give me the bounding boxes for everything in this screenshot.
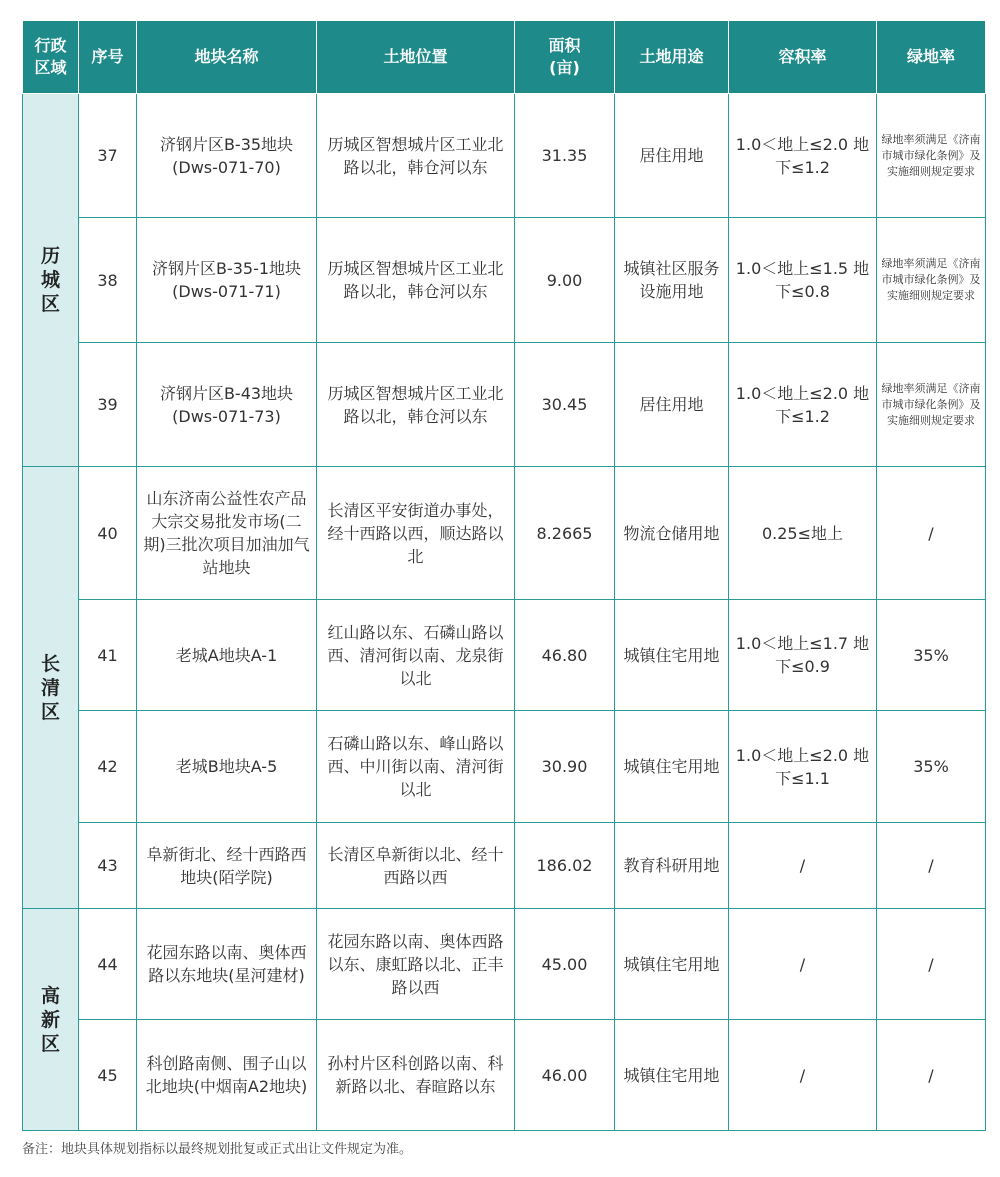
cell-use: 城镇住宅用地 — [615, 600, 729, 711]
cell-far: 1.0＜地上≤1.7 地下≤0.9 — [729, 600, 877, 711]
cell-use: 居住用地 — [615, 94, 729, 218]
cell-use: 城镇社区服务设施用地 — [615, 218, 729, 343]
table-row — [23, 1020, 986, 1131]
cell-green: 绿地率须满足《济南市城市绿化条例》及实施细则规定要求 — [877, 218, 986, 343]
table-row — [23, 343, 986, 467]
header-far: 容积率 — [729, 21, 877, 94]
cell-area: 46.80 — [515, 600, 615, 711]
cell-no: 41 — [79, 600, 137, 711]
header-area: 面积(亩) — [515, 21, 615, 94]
cell-green: 35% — [877, 600, 986, 711]
cell-use: 城镇住宅用地 — [615, 909, 729, 1020]
cell-area: 9.00 — [515, 218, 615, 343]
cell-green: / — [877, 467, 986, 600]
cell-location: 石磷山路以东、峰山路以西、中川街以南、清河街以北 — [317, 711, 515, 823]
header-no: 序号 — [79, 21, 137, 94]
district-cell-gaoxin: 高新区 — [23, 909, 79, 1131]
cell-no: 42 — [79, 711, 137, 823]
table-row — [23, 711, 986, 823]
land-parcel-table — [22, 20, 986, 1131]
header-location: 土地位置 — [317, 21, 515, 94]
cell-green: 35% — [877, 711, 986, 823]
table-row — [23, 600, 986, 711]
table-header-row — [23, 21, 986, 94]
cell-location: 长清区平安街道办事处，经十西路以西，顺达路以北 — [317, 467, 515, 600]
cell-location: 历城区智想城片区工业北路以北，韩仓河以东 — [317, 343, 515, 467]
cell-location: 花园东路以南、奥体西路以东、康虹路以北、正丰路以西 — [317, 909, 515, 1020]
cell-no: 40 — [79, 467, 137, 600]
cell-name: 山东济南公益性农产品大宗交易批发市场(二期)三批次项目加油加气站地块 — [137, 467, 317, 600]
cell-far: 1.0＜地上≤2.0 地下≤1.2 — [729, 343, 877, 467]
cell-no: 45 — [79, 1020, 137, 1131]
cell-far: 1.0＜地上≤2.0 地下≤1.2 — [729, 94, 877, 218]
table-row — [23, 218, 986, 343]
cell-no: 37 — [79, 94, 137, 218]
table-row — [23, 823, 986, 909]
cell-area: 46.00 — [515, 1020, 615, 1131]
cell-location: 历城区智想城片区工业北路以北，韩仓河以东 — [317, 94, 515, 218]
cell-name: 阜新街北、经十西路西地块(陌学院) — [137, 823, 317, 909]
cell-far: / — [729, 1020, 877, 1131]
cell-location: 长清区阜新街以北、经十西路以西 — [317, 823, 515, 909]
cell-area: 31.35 — [515, 94, 615, 218]
cell-no: 38 — [79, 218, 137, 343]
cell-name: 济钢片区B-43地块(Dws-071-73) — [137, 343, 317, 467]
cell-name: 科创路南侧、围子山以北地块(中烟南A2地块) — [137, 1020, 317, 1131]
cell-area: 8.2665 — [515, 467, 615, 600]
district-cell-changqing: 长清区 — [23, 467, 79, 909]
cell-location: 孙村片区科创路以南、科新路以北、春暄路以东 — [317, 1020, 515, 1131]
cell-name: 老城B地块A-5 — [137, 711, 317, 823]
footnote: 备注：地块具体规划指标以最终规划批复或正式出让文件规定为准。 — [22, 1142, 413, 1157]
cell-green: 绿地率须满足《济南市城市绿化条例》及实施细则规定要求 — [877, 343, 986, 467]
cell-name: 花园东路以南、奥体西路以东地块(星河建材) — [137, 909, 317, 1020]
header-green: 绿地率 — [877, 21, 986, 94]
cell-green: 绿地率须满足《济南市城市绿化条例》及实施细则规定要求 — [877, 94, 986, 218]
cell-area: 186.02 — [515, 823, 615, 909]
cell-location: 红山路以东、石磷山路以西、清河街以南、龙泉街以北 — [317, 600, 515, 711]
cell-green: / — [877, 909, 986, 1020]
cell-area: 45.00 — [515, 909, 615, 1020]
table-row — [23, 909, 986, 1020]
cell-use: 城镇住宅用地 — [615, 711, 729, 823]
cell-area: 30.90 — [515, 711, 615, 823]
cell-use: 城镇住宅用地 — [615, 1020, 729, 1131]
cell-location: 历城区智想城片区工业北路以北，韩仓河以东 — [317, 218, 515, 343]
cell-far: 1.0＜地上≤2.0 地下≤1.1 — [729, 711, 877, 823]
cell-use: 教育科研用地 — [615, 823, 729, 909]
cell-use: 物流仓储用地 — [615, 467, 729, 600]
cell-no: 43 — [79, 823, 137, 909]
district-cell-licheng: 历城区 — [23, 94, 79, 467]
header-name: 地块名称 — [137, 21, 317, 94]
cell-no: 39 — [79, 343, 137, 467]
cell-name: 济钢片区B-35-1地块(Dws-071-71) — [137, 218, 317, 343]
cell-green: / — [877, 1020, 986, 1131]
cell-far: / — [729, 823, 877, 909]
cell-green: / — [877, 823, 986, 909]
header-district: 行政区域 — [23, 21, 79, 94]
table-row — [23, 467, 986, 600]
cell-name: 老城A地块A-1 — [137, 600, 317, 711]
cell-far: 0.25≤地上 — [729, 467, 877, 600]
cell-far: 1.0＜地上≤1.5 地下≤0.8 — [729, 218, 877, 343]
header-use: 土地用途 — [615, 21, 729, 94]
cell-name: 济钢片区B-35地块(Dws-071-70) — [137, 94, 317, 218]
cell-far: / — [729, 909, 877, 1020]
cell-use: 居住用地 — [615, 343, 729, 467]
table-row — [23, 94, 986, 218]
cell-no: 44 — [79, 909, 137, 1020]
cell-area: 30.45 — [515, 343, 615, 467]
